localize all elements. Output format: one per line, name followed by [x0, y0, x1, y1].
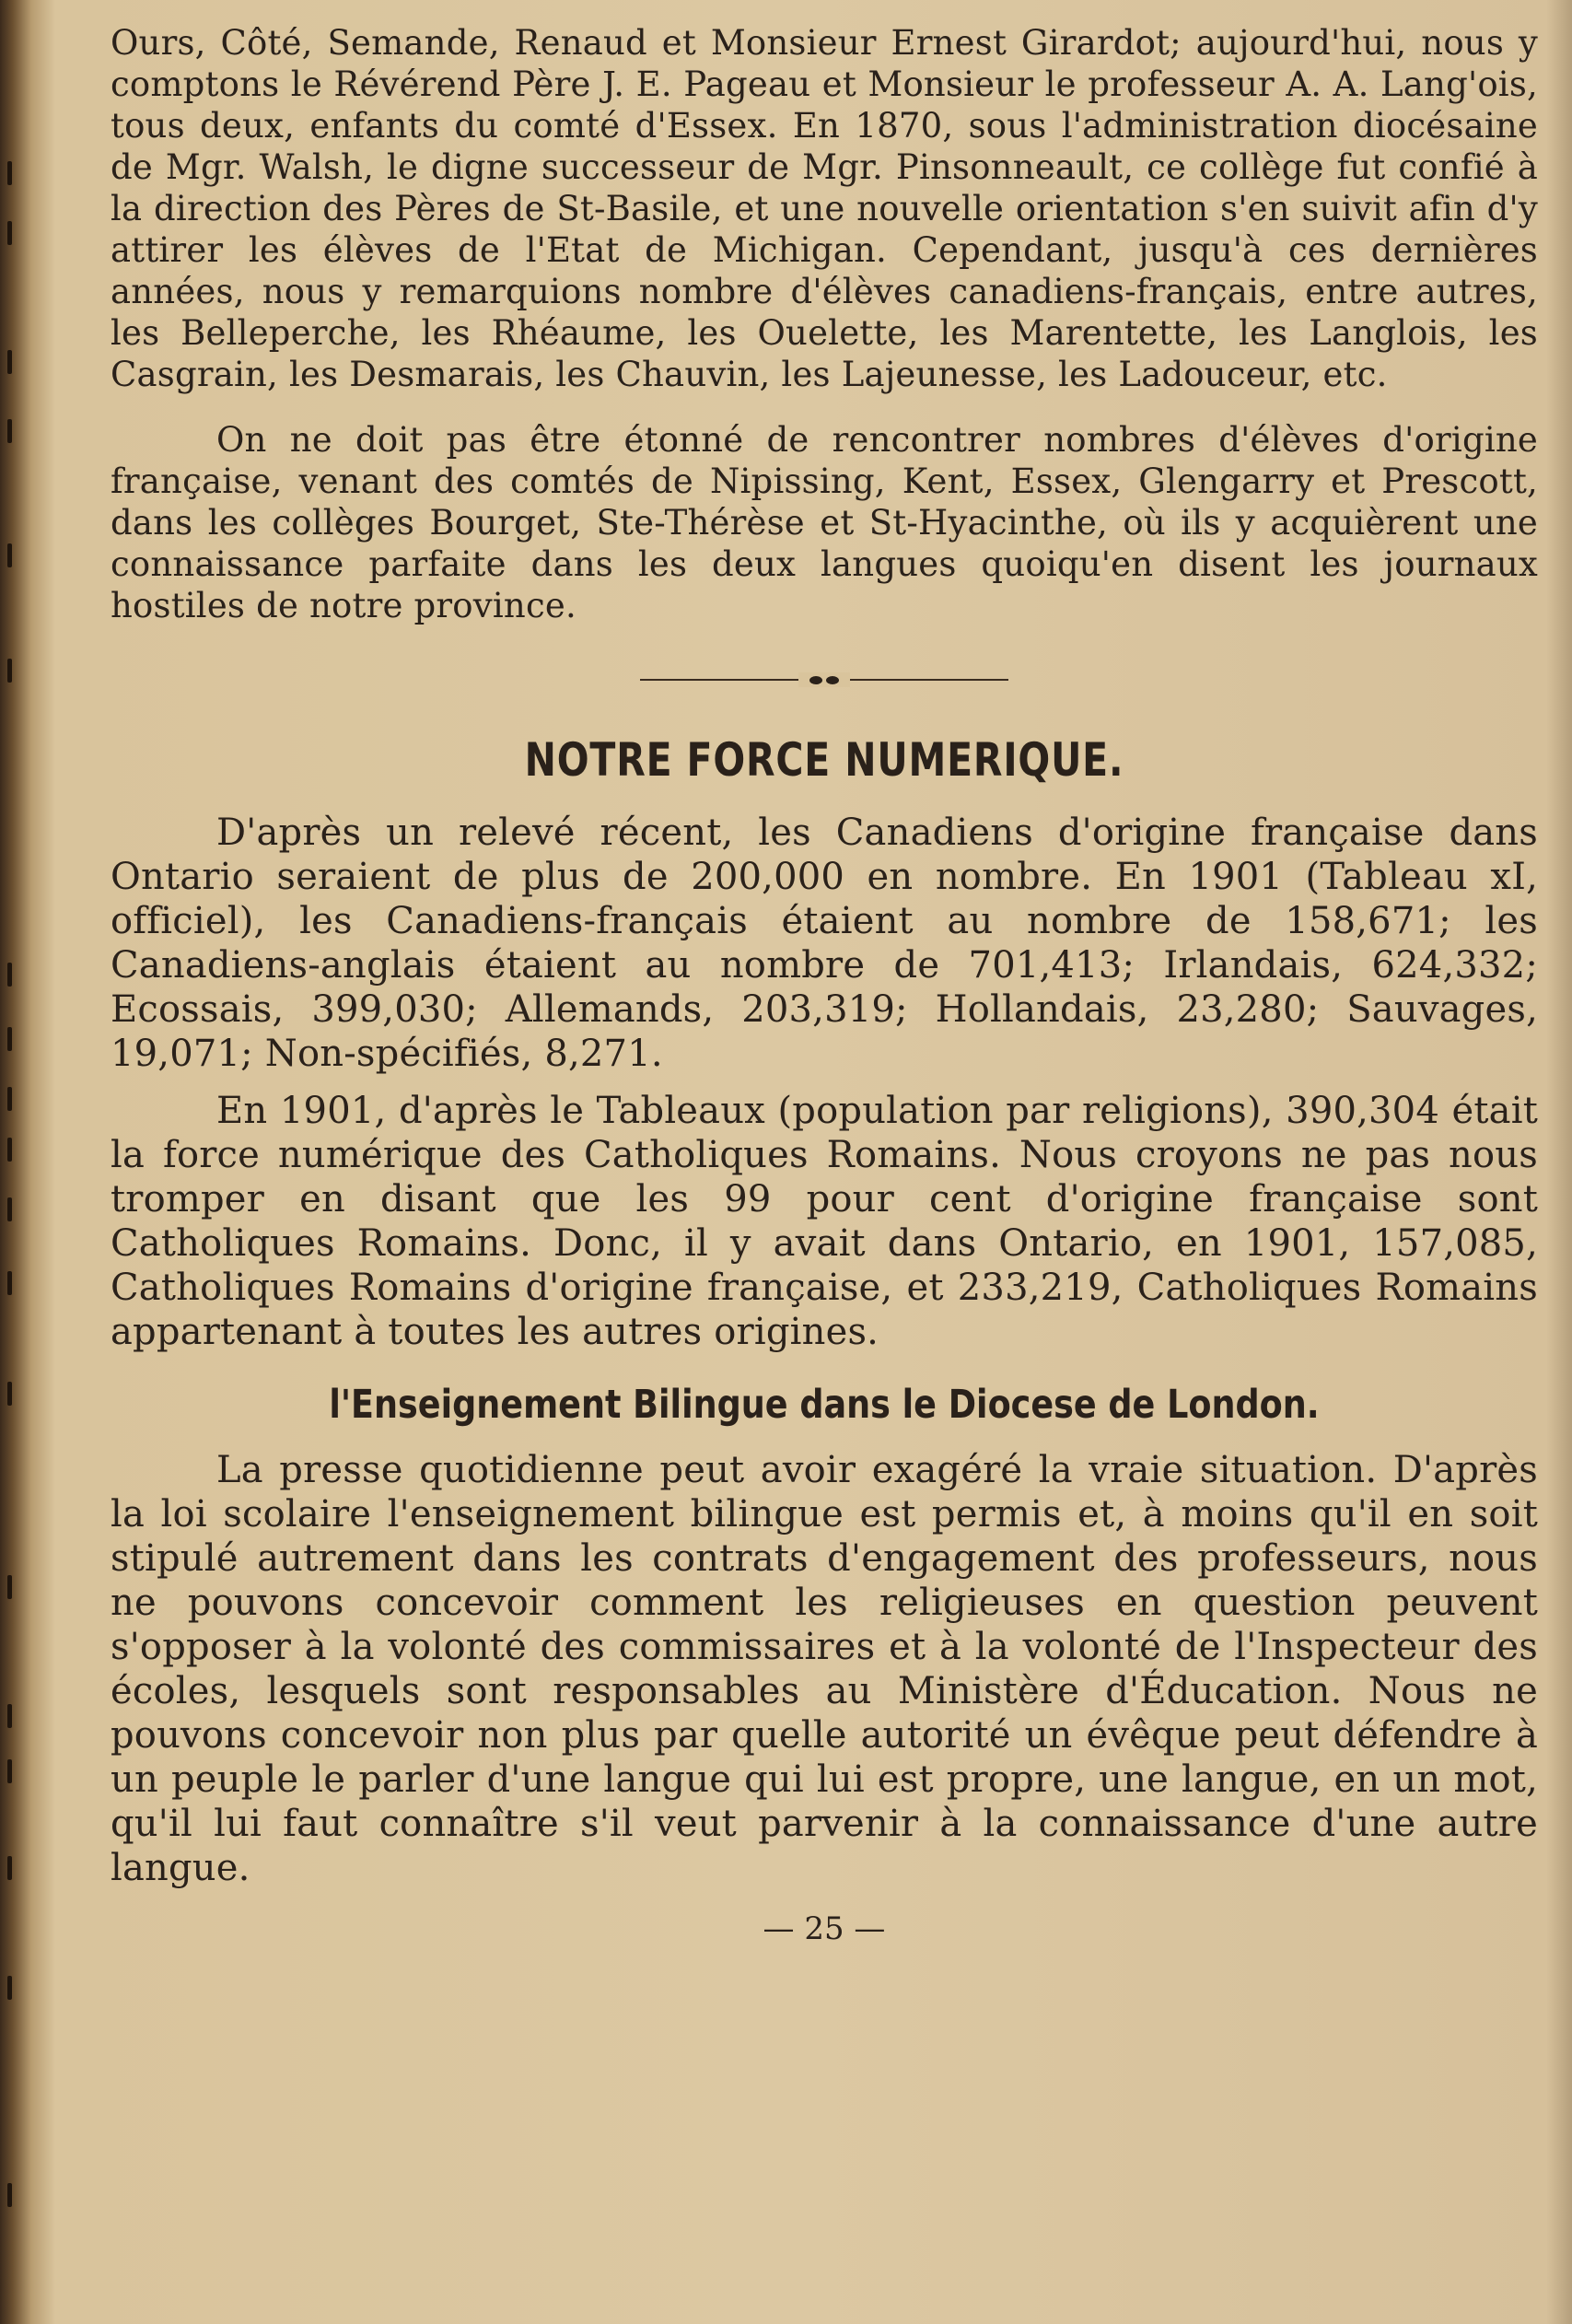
paragraph-1: Ours, Côté, Semande, Renaud et Monsieur Ernest Girardot; aujourd'hui, nous y comptons le Révérend Père J. E. Pageau et Monsieur le professeur A. A. Lang'ois, tous deux, enfants du comté d'Essex. En 1870, sous l'administration diocésaine de Mgr. Walsh, le digne successeur de Mgr. Pinsonneault, ce collège fut confié à la direction des Pères de St-Basile, et une nouvelle orientation s'en suivit afin d'y attirer les élèves de l'Etat de Michigan. Cependant, jusqu'à ces dernières années, nous y remarquions nombre d'élèves canadiens-français, entre autres, les Belleperche, les Rhéaume, les Ouelette, les Marentette, les Langlois, les Casgrain, les Desmarais, les Chauvin, les Lajeunesse, les Ladouceur, etc.	[111, 23, 1538, 394]
page-content	[111, 17, 1538, 1947]
divider-ornament-icon	[798, 672, 850, 687]
paragraph-5: La presse quotidienne peut avoir exagéré la vraie situation. D'après la loi scolaire l'enseignement bilingue est permis et, à moins qu'il en soit stipulé autrement dans les contrats d'engagement des professeurs, nous ne pouvons concevoir comment les religieuses en question peuvent s'opposer à la volonté des commissaires et à la volonté de l'Inspecteur des écoles, lesquels sont responsables au Ministère d'Éducation. Nous ne pouvons concevoir non plus par quelle autorité un évêque peut défendre à un peuple le parler d'une langue qui lui est propre, une langue, en un mot, qu'il lui faut connaître s'il veut parvenir à la connaissance d'une autre langue.	[111, 1449, 1538, 1889]
paragraph-3: D'après un relevé récent, les Canadiens d'origine française dans Ontario seraient de plus de 200,000 en nombre. En 1901 (Tableau xI, officiel), les Canadiens-français étaient au nombre de 158,671; les Canadiens-anglais étaient au nombre de 701,413; Irlandais, 624,332; Ecossais, 399,030; Allemands, 203,319; Hollandais, 23,280; Sauvages, 19,071; Non-spécifiés, 8,271.	[111, 812, 1538, 1075]
paragraph-4: En 1901, d'après le Tableaux (population par religions), 390,304 était la force numérique des Catholiques Romains. Nous croyons ne pas nous tromper en disant que les 99 pour cent d'origine française sont Catholiques Romains. Donc, il y avait dans Ontario, en 1901, 157,085, Catholiques Romains d'origine française, et 233,219, Catholiques Romains appartenant à toutes les autres origines.	[111, 1090, 1538, 1353]
section-heading-force-numerique: NOTRE FORCE NUMERIQUE.	[524, 733, 1124, 787]
ornamental-divider	[640, 671, 1008, 689]
binding-edge	[0, 0, 18, 2324]
page-number: — 25 —	[763, 1910, 886, 1947]
paragraph-2: On ne doit pas être étonné de rencontrer nombres d'élèves d'origine française, venant des comtés de Nipissing, Kent, Essex, Glengarry et Prescott, dans les collèges Bourget, Ste-Thérèse et St-Hyacinthe, où ils y acquièrent une connaissance parfaite dans les deux langues quoiqu'en disent les journaux hostiles de notre province.	[111, 420, 1538, 625]
section-heading-enseignement-bilingue: l'Enseignement Bilingue dans le Diocese de London.	[329, 1382, 1320, 1428]
